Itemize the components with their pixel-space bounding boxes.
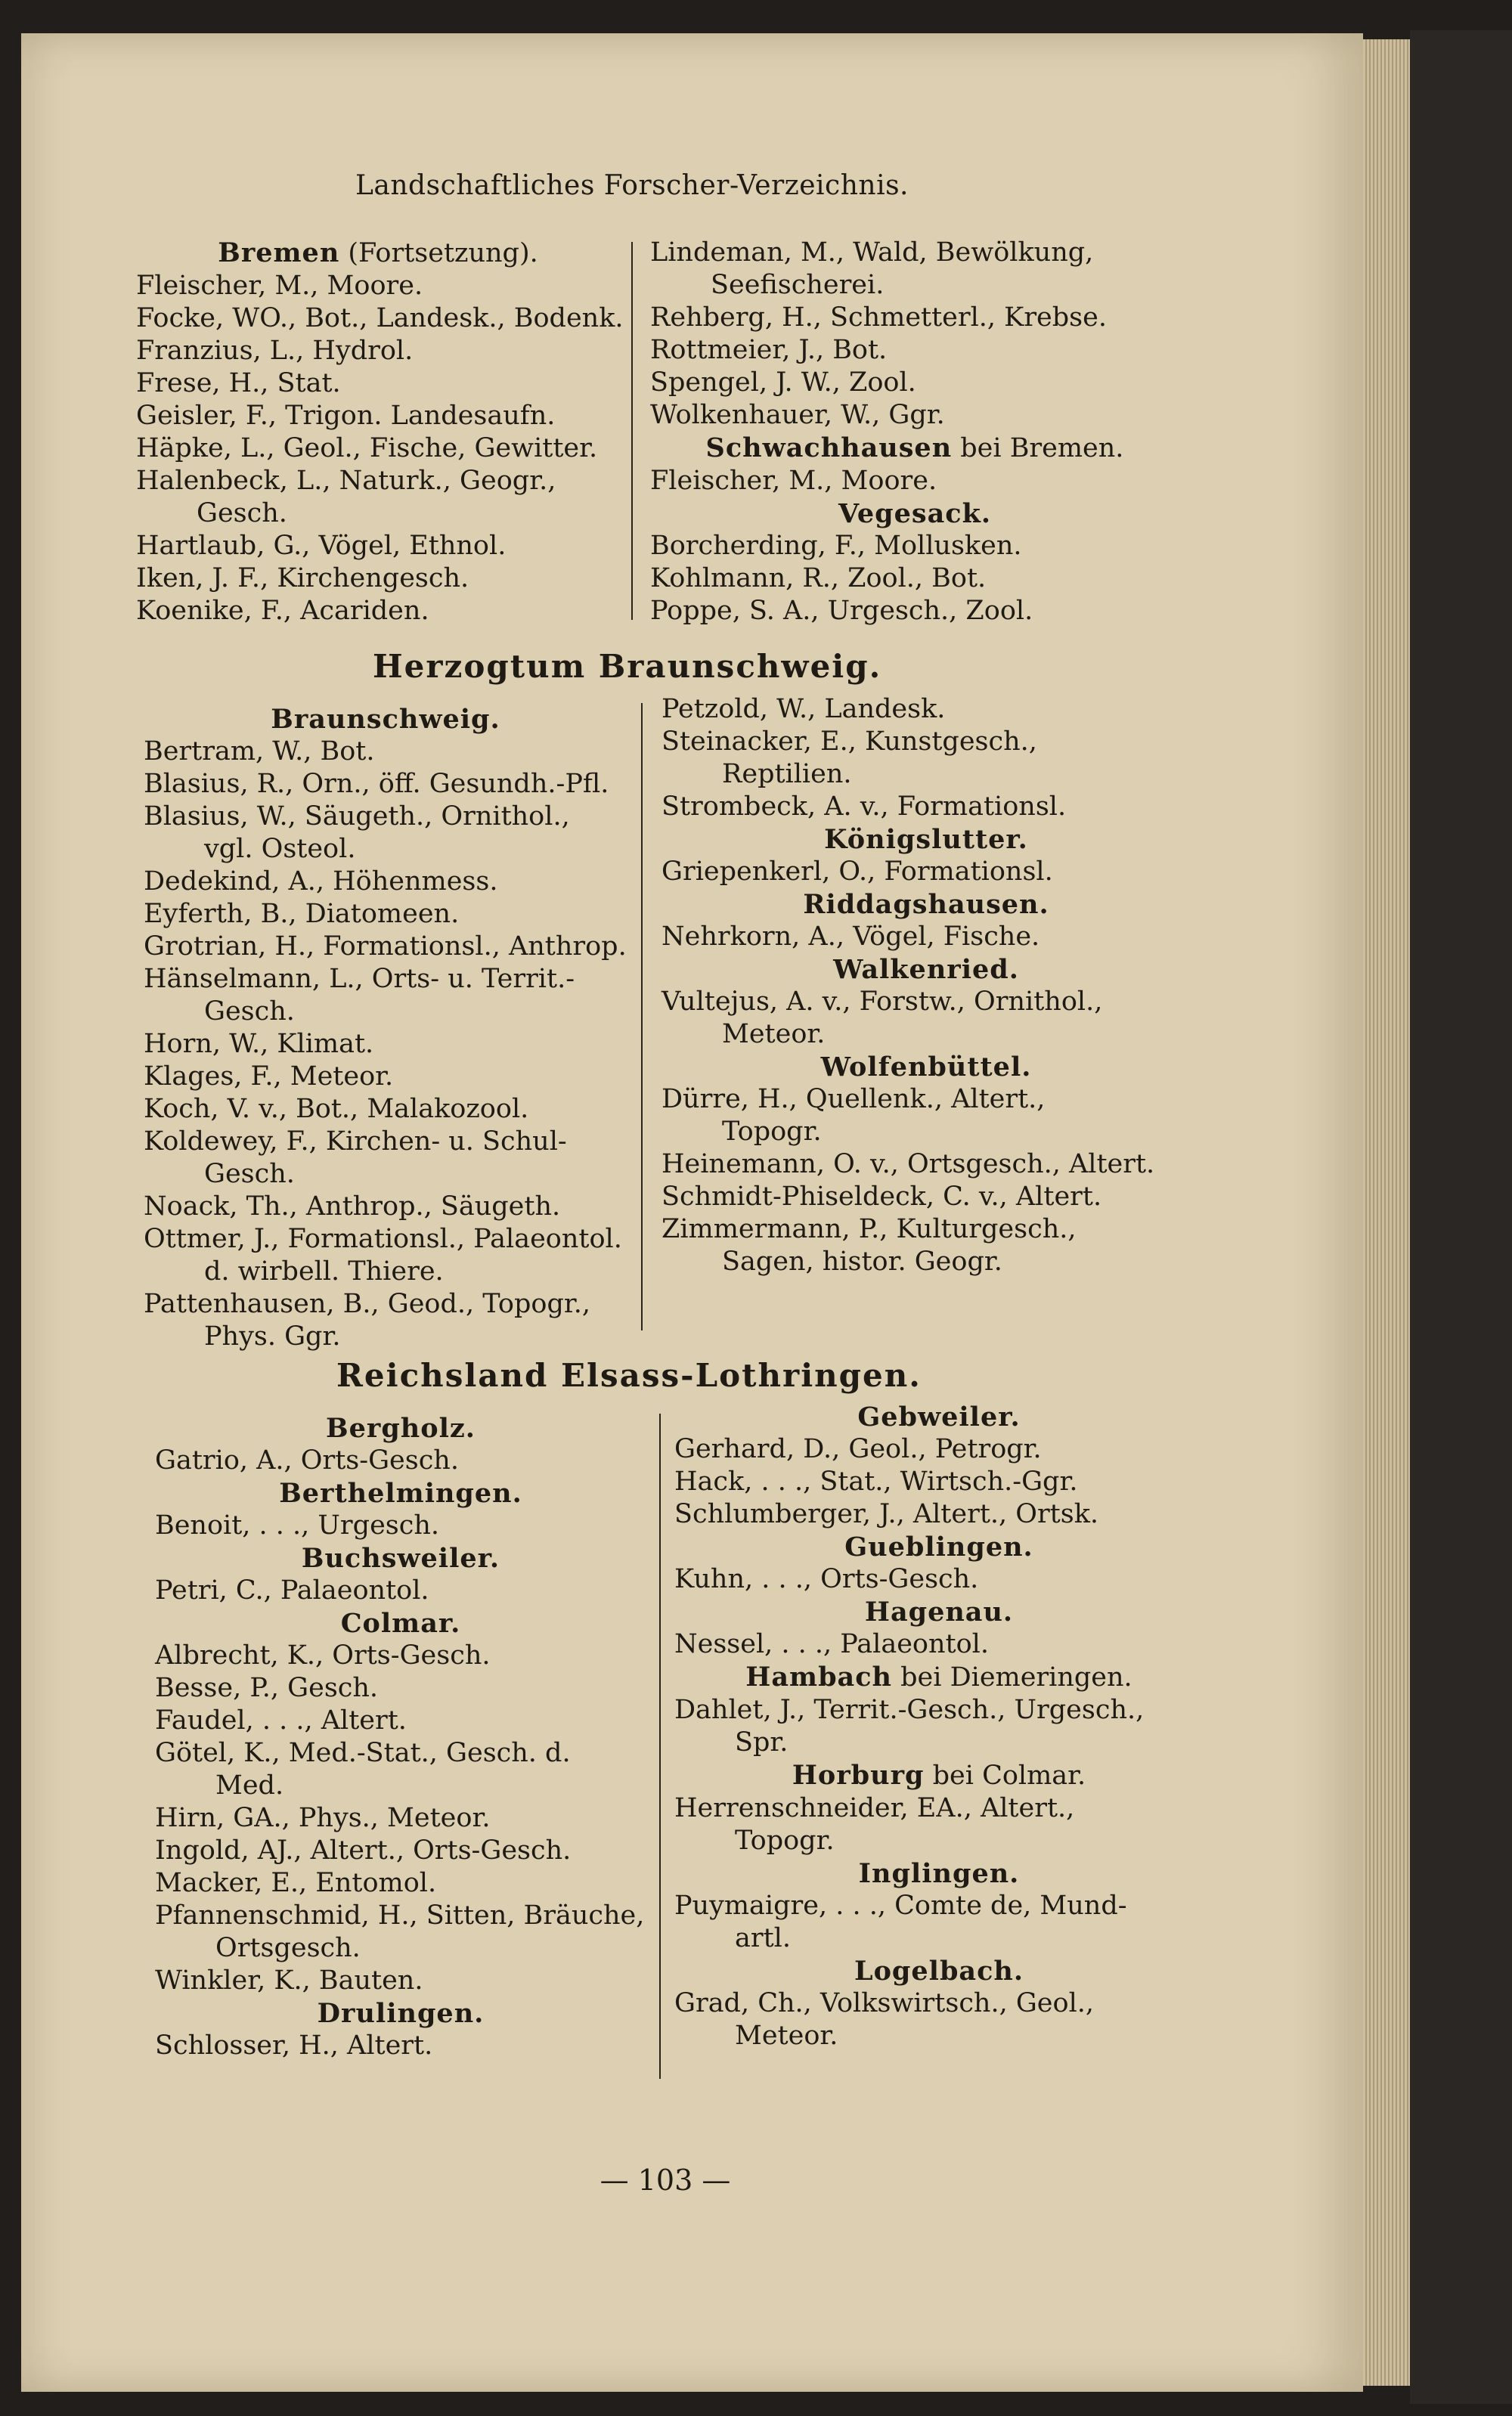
researcher-entry: Winkler, K., Bauten. xyxy=(155,1965,423,1996)
place-name: Gebweiler. xyxy=(857,1402,1021,1433)
place-name: Wolfenbüttel. xyxy=(820,1052,1032,1083)
researcher-entry: Eyferth, B., Diatomeen. xyxy=(144,899,460,929)
researcher-entry: Griepenkerl, O., Formationsl. xyxy=(662,856,1053,887)
place-heading xyxy=(136,237,620,270)
researcher-entry: Kohlmann, R., Zool., Bot. xyxy=(650,563,987,593)
place-heading xyxy=(155,1412,646,1445)
researcher-entry: Ingold, AJ., Altert., Orts-Gesch. xyxy=(155,1835,572,1866)
place-heading xyxy=(155,1997,646,2030)
researcher-entry: Poppe, S. A., Urgesch., Zool. xyxy=(650,596,1033,626)
place-heading xyxy=(650,497,1179,530)
place-heading xyxy=(674,1661,1204,1694)
researcher-entry: Blasius, R., Orn., öff. Gesundh.-Pfl. xyxy=(144,769,609,799)
researcher-entry: Grotrian, H., Formationsl., Anthrop. xyxy=(144,931,627,962)
researcher-entry: Häpke, L., Geol., Fische, Gewitter. xyxy=(136,433,598,463)
column-rule xyxy=(659,1414,661,2079)
researcher-entry: Kuhn, . . ., Orts-Gesch. xyxy=(674,1564,979,1594)
researcher-entry: Halenbeck, L., Naturk., Geogr., xyxy=(136,466,556,496)
reichsland-left-column xyxy=(155,1412,646,2062)
place-name: Hagenau. xyxy=(864,1597,1014,1628)
researcher-entry: Dahlet, J., Territ.-Gesch., Urgesch., xyxy=(674,1695,1145,1725)
running-header: Landschaftliches Forscher-Verzeichnis. xyxy=(355,170,909,201)
place-heading xyxy=(662,1051,1191,1083)
place-qualifier: bei Bremen. xyxy=(952,433,1124,463)
place-name: Bergholz. xyxy=(326,1413,476,1444)
researcher-entry: Hänselmann, L., Orts- u. Territ.- xyxy=(144,964,575,994)
place-heading xyxy=(674,1857,1204,1890)
entry-continuation: Seefischerei. xyxy=(711,270,885,300)
entry-continuation: Phys. Ggr. xyxy=(204,1321,341,1352)
entry-continuation: Reptilien. xyxy=(722,759,852,789)
researcher-entry: Besse, P., Gesch. xyxy=(155,1673,379,1703)
entry-continuation: Ortsgesch. xyxy=(215,1933,361,1963)
researcher-entry: Koldewey, F., Kirchen- u. Schul- xyxy=(144,1126,567,1157)
entry-continuation: Spr. xyxy=(735,1727,789,1758)
researcher-entry: Rottmeier, J., Bot. xyxy=(650,335,888,365)
researcher-entry: Spengel, J. W., Zool. xyxy=(650,367,916,398)
place-heading xyxy=(155,1477,646,1510)
entry-continuation: Gesch. xyxy=(204,996,295,1027)
researcher-entry: Albrecht, K., Orts-Gesch. xyxy=(155,1640,491,1671)
researcher-entry: Faudel, . . ., Altert. xyxy=(155,1705,407,1736)
researcher-entry: Petzold, W., Landesk. xyxy=(662,694,946,724)
place-heading xyxy=(155,1542,646,1575)
researcher-entry: Pattenhausen, B., Geod., Topogr., xyxy=(144,1289,590,1319)
researcher-entry: Schmidt-Phiseldeck, C. v., Altert. xyxy=(662,1182,1102,1212)
entry-continuation: artl. xyxy=(735,1923,791,1953)
researcher-entry: Ottmer, J., Formationsl., Palaeontol. xyxy=(144,1224,622,1254)
researcher-entry: Focke, WO., Bot., Landesk., Bodenk. xyxy=(136,303,624,333)
place-heading xyxy=(674,1596,1204,1628)
place-qualifier: bei Diemeringen. xyxy=(892,1662,1132,1693)
place-name: Schwachhausen xyxy=(705,432,953,463)
column-rule xyxy=(641,703,643,1330)
page-number: — 103 — xyxy=(600,2164,731,2197)
place-name: Walkenried. xyxy=(833,954,1019,985)
researcher-entry: Hack, . . ., Stat., Wirtsch.-Ggr. xyxy=(674,1467,1078,1497)
researcher-entry: Götel, K., Med.-Stat., Gesch. d. xyxy=(155,1738,571,1768)
place-heading xyxy=(662,888,1191,921)
entry-continuation: Meteor. xyxy=(735,2021,838,2051)
place-heading xyxy=(144,703,627,736)
researcher-entry: Steinacker, E., Kunstgesch., xyxy=(662,726,1037,757)
researcher-entry: Gatrio, A., Orts-Gesch. xyxy=(155,1445,459,1476)
place-name: Drulingen. xyxy=(317,1998,485,2029)
researcher-entry: Iken, J. F., Kirchengesch. xyxy=(136,563,469,593)
place-heading xyxy=(650,432,1179,465)
researcher-entry: Heinemann, O. v., Ortsgesch., Altert. xyxy=(662,1149,1155,1179)
researcher-entry: Frese, H., Stat. xyxy=(136,368,341,398)
researcher-entry: Geisler, F., Trigon. Landesaufn. xyxy=(136,401,556,431)
reichsland-right-column xyxy=(674,1401,1204,2052)
researcher-entry: Wolkenhauer, W., Ggr. xyxy=(650,400,945,430)
entry-continuation: Gesch. xyxy=(204,1159,295,1189)
place-name: Königslutter. xyxy=(824,824,1028,855)
researcher-entry: Hirn, GA., Phys., Meteor. xyxy=(155,1803,491,1833)
researcher-entry: Koch, V. v., Bot., Malakozool. xyxy=(144,1094,529,1124)
place-heading xyxy=(155,1607,646,1640)
researcher-entry: Zimmermann, P., Kulturgesch., xyxy=(662,1214,1077,1244)
place-qualifier: (Fortsetzung). xyxy=(339,238,538,268)
researcher-entry: Franzius, L., Hydrol. xyxy=(136,336,414,366)
researcher-entry: Nehrkorn, A., Vögel, Fische. xyxy=(662,921,1040,952)
place-name: Horburg xyxy=(792,1760,925,1791)
book-cover-edge xyxy=(1410,30,1512,2404)
researcher-entry: Petri, C., Palaeontol. xyxy=(155,1575,429,1606)
researcher-entry: Horn, W., Klimat. xyxy=(144,1029,374,1059)
page-edges xyxy=(1363,39,1410,2386)
place-name: Braunschweig. xyxy=(271,704,500,735)
researcher-entry: Grad, Ch., Volkswirtsch., Geol., xyxy=(674,1988,1095,2018)
entry-continuation: Topogr. xyxy=(735,1826,835,1856)
researcher-entry: Rehberg, H., Schmetterl., Krebse. xyxy=(650,302,1107,333)
researcher-entry: Borcherding, F., Mollusken. xyxy=(650,531,1022,561)
bremen-right-column xyxy=(650,237,1179,627)
section-title-reichsland: Reichsland Elsass-Lothringen. xyxy=(336,1357,922,1394)
column-rule xyxy=(631,242,633,620)
researcher-entry: Fleischer, M., Moore. xyxy=(650,466,937,496)
researcher-entry: Dedekind, A., Höhenmess. xyxy=(144,866,498,897)
place-name: Buchsweiler. xyxy=(301,1543,500,1574)
researcher-entry: Gerhard, D., Geol., Petrogr. xyxy=(674,1434,1042,1464)
researcher-entry: Puymaigre, . . ., Comte de, Mund- xyxy=(674,1891,1127,1921)
researcher-entry: Noack, Th., Anthrop., Säugeth. xyxy=(144,1191,561,1222)
researcher-entry: Schlumberger, J., Altert., Ortsk. xyxy=(674,1499,1099,1529)
researcher-entry: Bertram, W., Bot. xyxy=(144,736,375,767)
researcher-entry: Macker, E., Entomol. xyxy=(155,1868,437,1898)
researcher-entry: Pfannenschmid, H., Sitten, Bräuche, xyxy=(155,1900,645,1931)
place-name: Colmar. xyxy=(340,1608,461,1639)
place-name: Inglingen. xyxy=(858,1858,1020,1889)
bremen-left-column xyxy=(136,237,624,627)
place-heading xyxy=(674,1759,1204,1792)
entry-continuation: Sagen, histor. Geogr. xyxy=(722,1247,1002,1277)
researcher-entry: Strombeck, A. v., Formationsl. xyxy=(662,791,1067,822)
place-heading xyxy=(674,1955,1204,1987)
entry-continuation: Meteor. xyxy=(722,1019,826,1049)
place-heading xyxy=(662,953,1191,986)
section-title-braunschweig: Herzogtum Braunschweig. xyxy=(373,648,882,685)
researcher-entry: Schlosser, H., Altert. xyxy=(155,2030,433,2061)
entry-continuation: Med. xyxy=(215,1770,284,1801)
researcher-entry: Klages, F., Meteor. xyxy=(144,1061,394,1092)
entry-continuation: Gesch. xyxy=(197,498,287,528)
entry-continuation: vgl. Osteol. xyxy=(204,834,356,864)
place-heading xyxy=(674,1531,1204,1563)
researcher-entry: Nessel, . . ., Palaeontol. xyxy=(674,1629,989,1659)
braunschweig-right-column xyxy=(662,693,1191,1278)
place-qualifier: bei Colmar. xyxy=(924,1761,1086,1791)
researcher-entry: Koenike, F., Acariden. xyxy=(136,596,429,626)
researcher-entry: Benoit, . . ., Urgesch. xyxy=(155,1510,440,1541)
place-name: Gueblingen. xyxy=(844,1532,1033,1563)
researcher-entry: Dürre, H., Quellenk., Altert., xyxy=(662,1084,1046,1114)
place-name: Logelbach. xyxy=(854,1956,1024,1987)
place-name: Berthelmingen. xyxy=(279,1478,522,1509)
researcher-entry: Hartlaub, G., Vögel, Ethnol. xyxy=(136,531,507,561)
place-name: Riddagshausen. xyxy=(803,889,1049,920)
place-name: Vegesack. xyxy=(838,498,992,529)
researcher-entry: Fleischer, M., Moore. xyxy=(136,271,423,301)
researcher-entry: Blasius, W., Säugeth., Ornithol., xyxy=(144,801,570,832)
entry-continuation: Topogr. xyxy=(722,1117,822,1147)
place-name: Hambach xyxy=(745,1662,892,1693)
place-heading xyxy=(662,823,1191,856)
place-name: Bremen xyxy=(218,237,340,268)
researcher-entry: Lindeman, M., Wald, Bewölkung, xyxy=(650,237,1094,268)
entry-continuation: d. wirbell. Thiere. xyxy=(204,1256,444,1287)
place-heading xyxy=(674,1401,1204,1433)
researcher-entry: Vultejus, A. v., Forstw., Ornithol., xyxy=(662,987,1103,1017)
braunschweig-left-column xyxy=(144,703,627,1353)
researcher-entry: Herrenschneider, EA., Altert., xyxy=(674,1793,1075,1823)
